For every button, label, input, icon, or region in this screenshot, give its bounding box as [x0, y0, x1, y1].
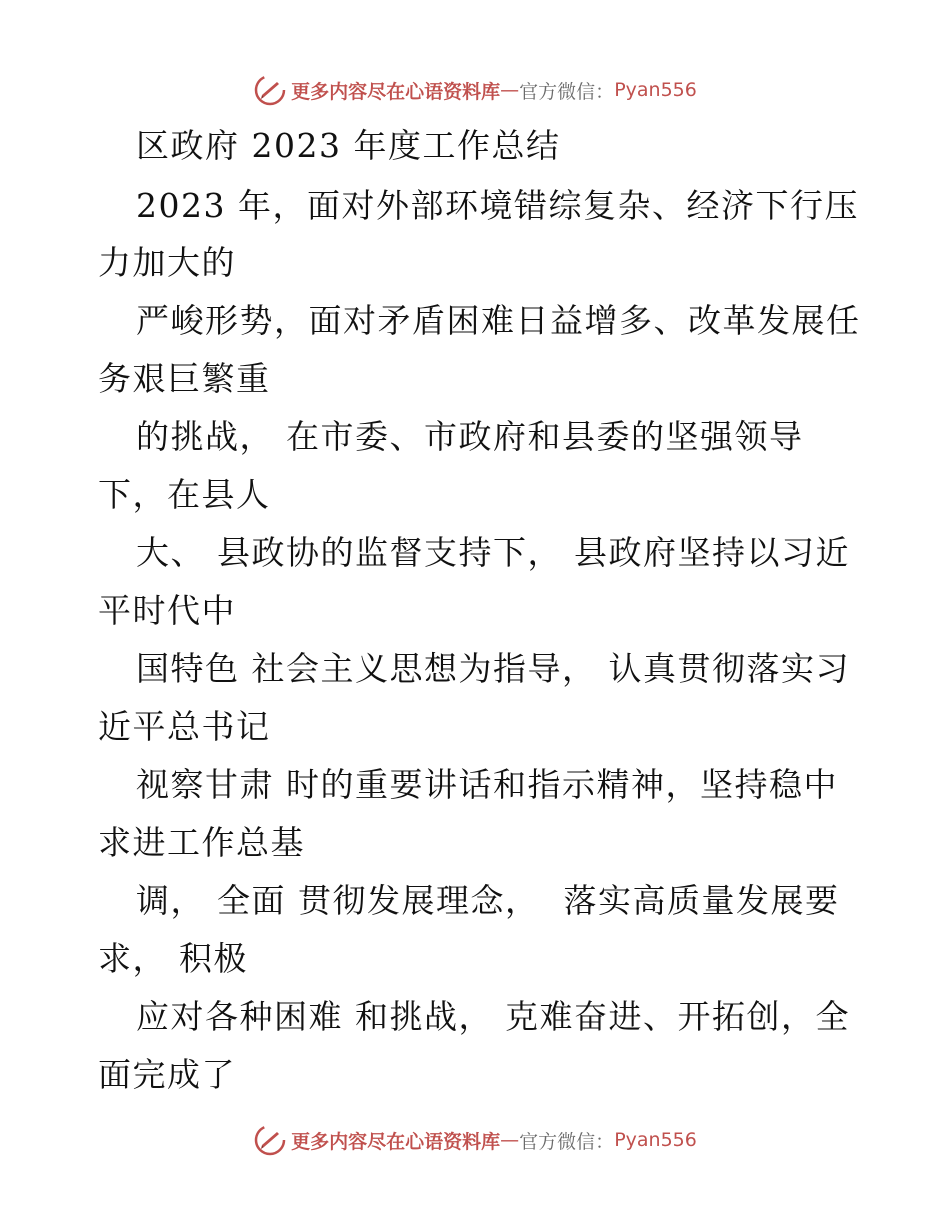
document-line: 2023 年，面对外部环境错综复杂、经济下行压 — [136, 186, 859, 225]
document-line: 务艰巨繁重 — [98, 359, 271, 398]
document-line: 求， 积极 — [98, 939, 248, 978]
document-line: 求进工作总基 — [98, 823, 305, 862]
document-line: 下，在县人 — [98, 475, 271, 514]
document-line: 的挑战， 在市委、市政府和县委的坚强领导 — [136, 417, 804, 456]
document-line: 近平总书记 — [98, 707, 271, 746]
document-line: 力加大的 — [98, 243, 236, 282]
document-line: 平时代中 — [98, 591, 236, 630]
document-line: 调， 全面 贯彻发展理念， 落实高质量发展要 — [136, 881, 840, 920]
document-line: 大、 县政协的监督支持下， 县政府坚持以习近 — [136, 533, 850, 572]
header-watermark — [0, 70, 950, 110]
watermark-handle: Pyan556 — [614, 1129, 697, 1151]
watermark-dash: — — [500, 1129, 520, 1151]
book-quill-logo-icon — [253, 1123, 287, 1157]
document-line: 严峻形势，面对矛盾困难日益增多、改革发展任 — [136, 301, 861, 340]
document-line: 视察甘肃 时的重要讲话和指示精神，坚持稳中 — [136, 765, 838, 804]
footer-watermark — [0, 1120, 950, 1160]
document-line: 面完成了 — [98, 1055, 236, 1094]
watermark-wechat-label: 官方微信： — [519, 1130, 615, 1153]
watermark-brand: 更多内容尽在心语资料库 — [291, 1130, 501, 1153]
watermark-dash: — — [500, 79, 520, 101]
watermark-brand: 更多内容尽在心语资料库 — [291, 80, 501, 103]
book-quill-logo-icon — [253, 73, 287, 107]
watermark-handle: Pyan556 — [614, 79, 697, 101]
watermark-wechat-label: 官方微信： — [519, 80, 615, 103]
document-line: 国特色 社会主义思想为指导， 认真贯彻落实习 — [136, 649, 850, 688]
document-title: 区政府 2023 年度工作总结 — [136, 126, 561, 165]
document-line: 应对各种困难 和挑战， 克难奋进、开拓创，全 — [136, 997, 850, 1036]
